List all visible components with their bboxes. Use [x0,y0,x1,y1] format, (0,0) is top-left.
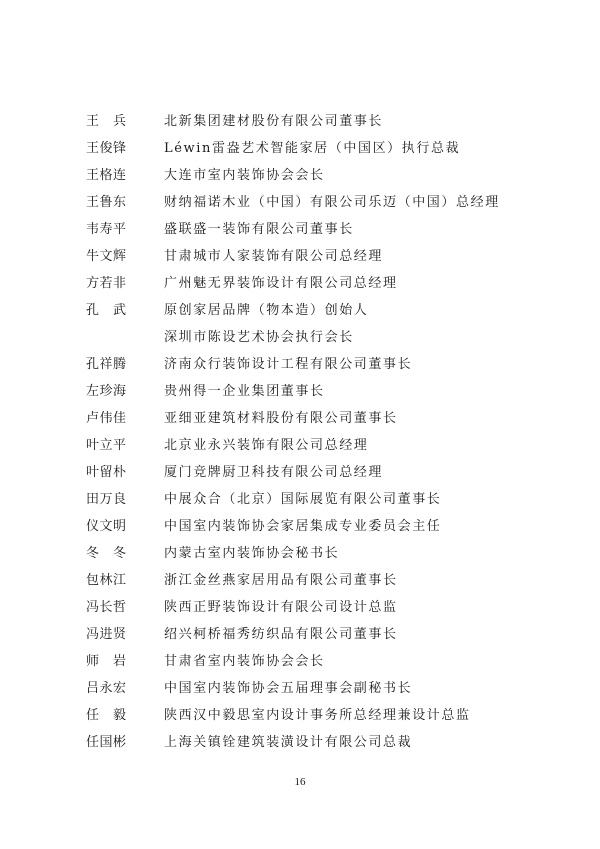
person-title: 厦门竞牌厨卫科技有限公司总经理 [164,465,384,480]
list-item [86,270,556,297]
list-item [86,486,556,513]
person-titles [164,594,556,621]
person-titles [164,270,556,297]
person-titles [164,702,556,729]
person-name: 叶立平 [86,438,127,453]
list-item [86,459,556,486]
person-title: 深圳市陈设艺术协会执行会长 [164,330,354,345]
list-item [86,432,556,459]
person-titles [164,432,556,459]
person-name: 冬 冬 [86,546,127,561]
person-name: 叶留朴 [86,465,127,480]
person-titles [164,189,556,216]
person-title: 济南众行装饰设计工程有限公司董事长 [164,357,413,372]
page-number: 16 [294,776,306,788]
list-item [86,243,556,270]
person-title: 广州魅无界装饰设计有限公司总经理 [164,276,398,291]
person-name: 王鲁东 [86,195,127,210]
list-item [86,594,556,621]
member-list [86,108,556,756]
person-titles [164,351,556,378]
person-name: 任 毅 [86,708,127,723]
person-titles [164,621,556,648]
person-name: 仪文明 [86,519,127,534]
list-item [86,405,556,432]
person-titles [164,567,556,594]
person-title: 陕西汉中毅思室内设计事务所总经理兼设计总监 [164,708,471,723]
list-item [86,162,556,189]
list-item [86,378,556,405]
person-name: 左珍海 [86,384,127,399]
list-item [86,648,556,675]
person-title: 原创家居品牌（物本造）创始人 [164,303,369,318]
person-titles [164,405,556,432]
person-name: 卢伟佳 [86,411,127,426]
person-title: 甘肃城市人家装饰有限公司总经理 [164,249,384,264]
person-name: 韦寿平 [86,222,127,237]
person-title: 上海关镇铨建筑装潢设计有限公司总裁 [164,735,413,750]
person-name: 王 兵 [86,114,127,129]
list-item [86,675,556,702]
person-name: 孔祥腾 [86,357,127,372]
person-titles [164,243,556,270]
person-titles [164,135,556,162]
person-title: 北京业永兴装饰有限公司总经理 [164,438,369,453]
list-item [86,135,556,162]
list-item [86,108,556,135]
list-item [86,351,556,378]
person-title: 内蒙古室内装饰协会秘书长 [164,546,340,561]
person-title: 大连市室内装饰协会会长 [164,168,325,183]
person-title: 盛联盛一装饰有限公司董事长 [164,222,354,237]
list-item [86,621,556,648]
person-titles [164,378,556,405]
person-name: 王格连 [86,168,127,183]
person-title: 陕西正野装饰设计有限公司设计总监 [164,600,398,615]
person-name: 冯长哲 [86,600,127,615]
person-titles [164,216,556,243]
person-name: 孔 武 [86,303,127,318]
person-titles [164,540,556,567]
person-title: 浙江金丝燕家居用品有限公司董事长 [164,573,398,588]
person-title: 北新集团建材股份有限公司董事长 [164,114,384,129]
person-title: Léwin雷盎艺术智能家居（中国区）执行总裁 [164,141,461,156]
person-name: 师 岩 [86,654,127,669]
person-name: 冯进贤 [86,627,127,642]
person-name: 包林江 [86,573,127,588]
list-item [86,540,556,567]
person-title: 甘肃省室内装饰协会会长 [164,654,325,669]
list-item [86,297,556,351]
person-name: 方若非 [86,276,127,291]
person-titles [164,162,556,189]
person-titles [164,108,556,135]
person-titles [164,459,556,486]
person-name: 任国彬 [86,735,127,750]
person-name: 吕永宏 [86,681,127,696]
list-item [86,216,556,243]
list-item [86,567,556,594]
person-title: 绍兴柯桥福秀纺织品有限公司董事长 [164,627,398,642]
list-item [86,702,556,729]
person-name: 牛文辉 [86,249,127,264]
person-titles [164,648,556,675]
person-name: 王俊锋 [86,141,127,156]
person-titles [164,675,556,702]
person-title: 中国室内装饰协会家居集成专业委员会主任 [164,519,442,534]
person-titles [164,513,556,540]
list-item [86,729,556,756]
person-title: 中国室内装饰协会五届理事会副秘书长 [164,681,413,696]
person-titles [164,486,556,513]
person-name: 田万良 [86,492,127,507]
list-item [86,189,556,216]
person-title: 贵州得一企业集团董事长 [164,384,325,399]
person-titles [164,297,556,351]
person-title: 财纳福诺木业（中国）有限公司乐迈（中国）总经理 [164,195,500,210]
person-title: 亚细亚建筑材料股份有限公司董事长 [164,411,398,426]
person-title: 中展众合（北京）国际展览有限公司董事长 [164,492,442,507]
list-item [86,513,556,540]
person-titles [164,729,556,756]
